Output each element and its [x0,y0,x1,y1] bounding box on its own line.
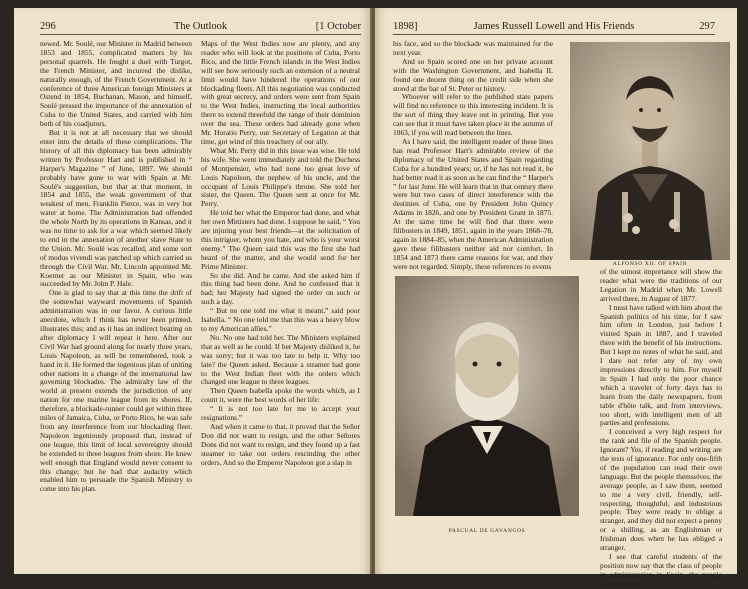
right-column-1 [393,40,553,302]
paragraph: I must have talked with him about the Spanish politics of his time, for I saw him often in London, just before I visited Spain in 1887, and I traveled there with the benefit of his instructions. But I kept no notes of what he said, and I dare not refer any of my own impressions directly to him. For myself in Spain I had only the poor chance which a traveler of forty days has to learn from the daily newspapers, from table d'hôte talk, and from interviews, too short, with intelligent men of all parties and professions. [600,302,722,428]
right-column-2 [600,268,722,589]
paragraph: One is glad to say that at this time the drift of the somewhat wayward movements of Spanish administration was in our favor. A curious little anecdote, which I think has never been printed, illustrates this; and as it has an indirect bearing on after diplomacy I will repeat it here. After our Civil War had ground along for nearly three years, Louis Napoleon, as will be remembered, took a hand in it. He formed the ingenious plan of uniting other nations in a change of the international law governing blockades. The admiralty law of the world at present extends the jurisdiction of any nation for one marine league from its shores. If, therefore, a blockade-runner could get within three miles of Jamaica, Cuba, or Porto Rico, he was safe from any interference from our blockading fleet. Napoleon ingeniously proposed that, instead of one league, this limit of local sovereignty should be extended to three leagues from shore. He knew well enough that England would never consent to this change; but he had that audacity which enabled him to persuade the Spanish Ministry to come into his plan. [40,288,192,494]
portrait-alfonso-image [570,42,730,260]
left-running-head [40,20,361,35]
left-column-2 [201,40,360,468]
paragraph: I conceived a very high respect for the rank and file of the Spanish people. Ignorant? Yes, if reading and writing are the tests of ignorance. For only one-fifth of the population can read their own language. But the people themselves, the average people, as I saw them, seemed to me a very civil, friendly, self-respecting, thoughtful, and industrious people. They were ready to oblige a stranger, and they did not expect a penny or a shilling, as an Englishman or Irishman does when he has obliged a stranger. [600,427,722,553]
paragraph: his face, and so the blockade was maintained for the next year. [393,39,553,57]
paragraph: No. No one had told her. The Ministers explained that as well as he could. If her Majesty disliked it, he was sorry; but it was too late to help it. Why too late? the Queen asked. Because a steamer had gone to the West Indian fleet with the orders which changed one league to three leagues. [201,332,360,387]
paragraph: newed. Mr. Soulé, our Minister in Madrid between 1853 and 1855, complicated matters by his personal quarrels. He fought a duel with Turgot, the French Minister, and incurred the dislike, naturally enough, of the French Government. At a conference of three American foreign Ministers at Ostend in 1854, Buchanan, Mason, and himself, Soulé pressed the importance of the annexation of Cuba to the United States, and carried with him both of his coadjutors. [40,39,192,129]
caption-gayangos: PASCUAL DE GAYANGOS [448,528,526,534]
left-page [14,8,371,574]
portrait-gayangos-image [395,276,579,516]
right-page [375,8,737,588]
portrait-alfonso [570,42,730,260]
paragraph: Whoever will refer to the published state papers will find no reference to this interesting incident. It is the sort of thing they leave out in printing. But you can see that it must have taken place in the autumn of 1863, if you will read between the lines. [393,92,553,138]
paragraph: What Mr. Perry did in this issue was wise. He told his wife. She went immediately and told the Duchess of Montpensier, who had none too great love of Louis Napoleon, the nephew of his uncle, and the occupant of Louis Philippe's throne. She told her sister, the Queen. The Queen sent at once for Mr. Perry. [201,145,360,209]
paragraph: I see that careful students of the position now say that the class of people in administration in Spain, the people who make and [600,552,722,588]
paragraph: Then Queen Isabella spoke the words which, as I count it, were the best words of her life: [201,386,360,405]
paragraph: “ It is not too late for me to accept your resignations.” [201,404,360,423]
running-title-right: James Russell Lowell and His Friends [473,21,635,32]
paragraph: Maps of the West Indies now are plenty, and any reader who will look at the positions of Cuba, Porto Rico, and the little French islands in the West Indies will see how seriously such an extension of a neutral limit would have hindered the operations of our blockading fleets. All this negotiation was conducted with great secrecy, and orders were sent from Spain to the West Indies, instructing the local authorities there to extend threefold the range of their dominion over the sea. These orders had already gone when Mr. Horatio Perry, our Secretary of Legation at that time, got wind of this treachery of our ally. [201,39,360,146]
issue-date-right: 1898] [393,21,418,32]
left-column-1 [40,40,192,494]
paragraph: And so Spain scored one on her private account with the Washington Government, and Isabella II. found one decent thing on the credit side when she stood at the bar of St. Peter or history. [393,56,553,93]
running-title-left: The Outlook [173,21,228,32]
page-number-right: 297 [699,21,715,32]
paragraph: He told her what the Emperor had done, and what her own Ministers had done. I suppose he said, “ You are injuring your best friends—at the solicitation of this intriguer, whom you hate, and who is your worst enemy.” The Queen said this was the first she had heard of the matter, and she would send for her Prime Minister. [201,208,360,271]
caption-alfonso: ALFONSO XII. OF SPAIN [612,261,688,267]
paragraph: As I have said, the intelligent reader of these lines has read Professor Hart's admirable review of the diplomacy of the United States and Spain regarding Cuba for a hundred years; or, if he has not read it, he had better read it as soon as he can find the “ Harper's ” for last June. He will learn that in that century there were but two cases of direct interference with the destinies of Cuba, one by President John Quincy Adams in 1826, and one by President Grant in 1875. At the same time he will find that there were filibusters in 1849, 1851, again in the years 1868–78, again in 1884–85, when the American Administration gave these filibusters neither aid nor comfort. In 1854 and 1873 there came reasons for war, and they were not regarded. Simply, these references to events [393,136,553,271]
issue-date-left: [1 October [315,21,361,32]
right-running-head [393,20,715,35]
paragraph: So she did. And he came. And she asked him if this thing had been done. And he confessed that it had; her Majesty had signed the order on such or such a day. [201,270,360,307]
portrait-gayangos [395,276,579,516]
paragraph: And when it came to that, it proved that the Señor Don did not want to resign, and the other Señores Dons did not want to resign, and they found up a fast steamer to take out orders rescinding the other orders. And so the Emperor Napoleon got a slap in [201,421,360,467]
paragraph: But it is not at all necessary that we should enter into the details of these complications. The history of all this diplomacy has been admirably written by Professor Hart and is published in “ Harper's Magazine ” of June, 1897. We should probably have gone to war with Spain at Mr. Soulé's suggestion, but that at that moment, in 1854 and 1855, the weak government of that weakest of men, Franklin Pierce, was in very hot water at home. The Administration had offended the whole North by its operations in Kansas, and it was no time to ask for a war which seemed likely to end in the annexation of another slave State to the Union. Mr. Soulé was recalled, and some sort of modus vivendi was patched up which carried us through the Civil War. Mr. Lincoln appointed Mr. Koerner as our Minister in Spain, who was succeeded by Mr. John P. Hale. [40,128,192,289]
paragraph: “ But no one told me what it meant,” said poor Isabella. “ No one told me that this was a heavy blow to my American allies.” [201,306,360,333]
paragraph: of the utmost importance will show the reader what were the traditions of our Legation in Madrid when Mr. Lowell arrived there, in August of 1877. [600,267,722,303]
page-number-left: 296 [40,21,56,32]
